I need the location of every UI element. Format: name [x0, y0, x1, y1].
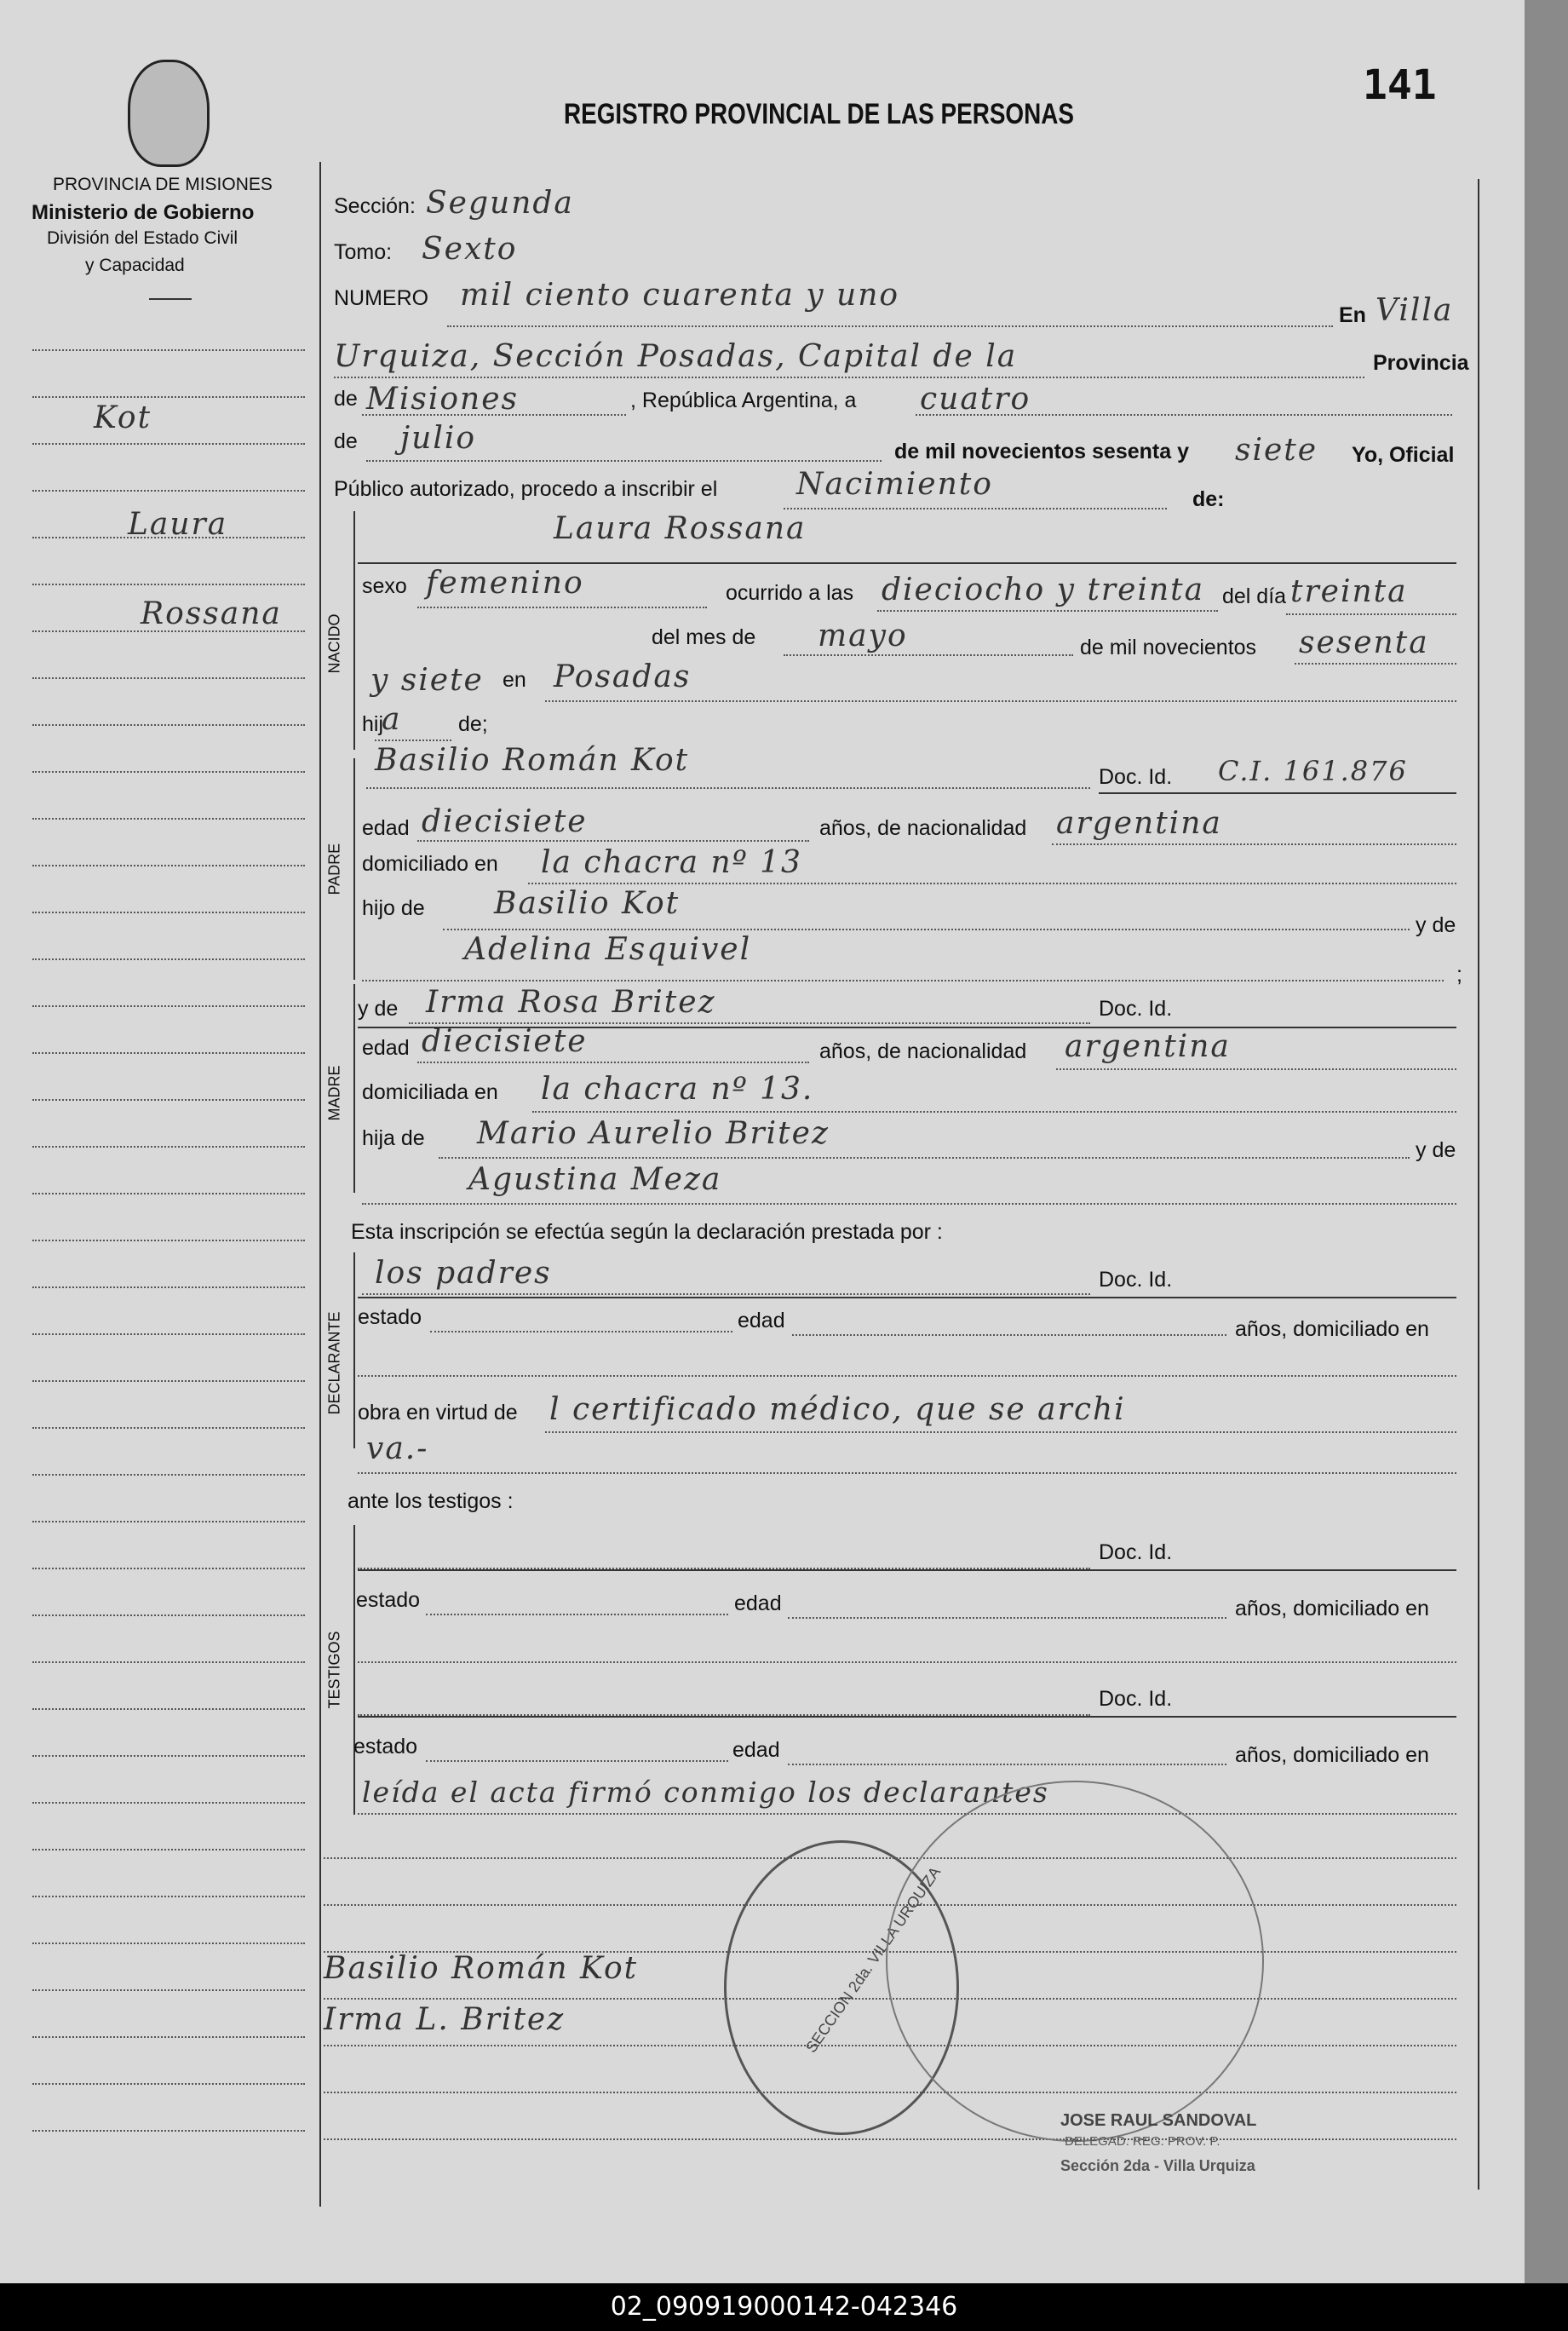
madre-madre-line — [362, 1203, 1456, 1205]
testigo1-estado-line — [426, 1614, 728, 1615]
padre-madre-de: Adelina Esquivel — [464, 932, 752, 967]
mes-value: julio — [400, 421, 477, 456]
declarante-dom-line — [358, 1375, 1456, 1377]
nacido-nombre-line — [358, 562, 1456, 564]
provincia-value: Misiones — [366, 382, 520, 417]
en-label: En — [1339, 303, 1366, 327]
anio-nac-value-2: y siete — [370, 663, 484, 698]
declarante-obra-label: obra en virtud de — [358, 1401, 518, 1424]
document-title: REGISTRO PROVINCIAL DE LAS PERSONAS — [564, 98, 1074, 130]
declarante-anios-label: años, domiciliado en — [1235, 1317, 1429, 1341]
mes-line — [366, 460, 882, 462]
ocurrido-label: ocurrido a las — [726, 581, 854, 605]
oficial-nombre: JOSE RAUL SANDOVAL — [1060, 2111, 1257, 2130]
archive-code: 02_090919000142-042346 — [0, 2283, 1568, 2331]
padre-section-label: PADRE — [325, 843, 343, 895]
tomo-label: Tomo: — [334, 240, 393, 264]
dia-nac-value: treinta — [1290, 574, 1408, 609]
declarante-obra-line — [545, 1431, 1456, 1433]
declarante-edad-label: edad — [738, 1309, 785, 1332]
declarante-estado-line — [430, 1331, 732, 1332]
margin-name-2: Rossana — [141, 596, 282, 631]
declarante-section-label: DECLARANTE — [325, 1311, 343, 1415]
madre-domicilio-line — [532, 1111, 1456, 1113]
testigos-bracket — [353, 1525, 355, 1815]
mes-nac-label: del mes de — [652, 625, 756, 649]
testigos-section-label: TESTIGOS — [325, 1631, 343, 1709]
padre-domicilio-line — [528, 883, 1456, 884]
madre-yde2-label: y de — [1416, 1138, 1456, 1162]
lugar-value: Posadas — [554, 659, 692, 694]
testigos-intro: ante los testigos : — [347, 1489, 514, 1513]
de3-label: de: — [1192, 487, 1225, 511]
tomo-value: Sexto — [422, 232, 518, 267]
provincial-seal-logo — [128, 60, 210, 167]
padre-padre-line — [443, 929, 1410, 930]
anio-nac-label: de mil novecientos — [1080, 636, 1257, 659]
declarante-obra-2: va.- — [366, 1431, 429, 1466]
madre-nombre: Irma Rosa Britez — [426, 985, 716, 1020]
yo-label: Yo, Oficial — [1352, 443, 1455, 467]
sexo-label: sexo — [362, 574, 407, 598]
de2-label: de — [334, 429, 358, 453]
padre-bracket — [353, 758, 355, 980]
madre-yde-label: y de — [358, 997, 399, 1021]
testigo2-divider — [358, 1716, 1456, 1718]
testigo1-anios-label: años, domiciliado en — [1235, 1597, 1429, 1620]
hij-label: hij — [362, 712, 384, 736]
firma-padre: Basilio Román Kot — [324, 1951, 639, 1986]
lectura-line — [358, 1813, 1456, 1815]
firma-madre: Irma L. Britez — [324, 2002, 566, 2037]
padre-doc-label: Doc. Id. — [1099, 765, 1173, 789]
testigo1-dom-line — [358, 1661, 1456, 1663]
hij-value: a — [382, 702, 402, 737]
testigo1-estado-label: estado — [356, 1588, 421, 1612]
padre-nombre: Basilio Román Kot — [375, 743, 690, 778]
padre-hijo-label: hijo de — [362, 896, 425, 920]
oficial-cargo: DELEGAD. REG. PROV. P. — [1065, 2134, 1221, 2149]
dia-line — [916, 414, 1452, 416]
acto-line — [784, 508, 1167, 509]
hij-line — [375, 740, 451, 741]
madre-dom-label: domiciliada en — [362, 1080, 498, 1104]
publico-label: Público autorizado, procedo a inscribir el — [334, 477, 718, 501]
office-line-1: PROVINCIA DE MISIONES — [53, 175, 273, 194]
anio-nac-line — [1295, 663, 1456, 665]
padre-nacionalidad-line — [1052, 843, 1456, 845]
madre-edad-value: diecisiete — [422, 1024, 588, 1059]
oficial-signature-mark — [886, 1781, 1264, 2142]
testigo2-estado-label: estado — [353, 1735, 418, 1758]
anio-nac-value-1: sesenta — [1299, 625, 1429, 660]
margin-surname: Kot — [94, 400, 152, 435]
padre-domicilio: la chacra nº 13 — [541, 845, 802, 880]
provincia-label: Provincia — [1373, 351, 1469, 375]
madre-section-label: MADRE — [325, 1065, 343, 1121]
numero-label: NUMERO — [334, 286, 429, 310]
declarante-bracket — [353, 1252, 355, 1448]
padre-edad-line — [417, 840, 809, 842]
madre-hija-label: hija de — [362, 1126, 425, 1150]
padre-edad-label: edad — [362, 816, 410, 840]
declarante-nombre-line — [362, 1293, 1090, 1295]
sexo-line — [417, 607, 707, 608]
acto-value: Nacimiento — [796, 467, 993, 502]
provincia-line — [362, 414, 626, 416]
declarante-intro: Esta inscripción se efectúa según la declaración prestada por : — [351, 1220, 943, 1244]
nacido-bracket — [353, 511, 355, 750]
nacido-section-label: NACIDO — [325, 613, 343, 674]
hij-de-label: de; — [458, 712, 488, 736]
anio-label: de mil novecientos sesenta y — [894, 440, 1189, 463]
padre-madre-line — [362, 980, 1444, 981]
page-edge — [1525, 0, 1568, 2283]
padre-doc-line — [1099, 792, 1456, 794]
padre-doc-value: C.I. 161.876 — [1218, 755, 1408, 787]
numero-value: mil ciento cuarenta y uno — [460, 278, 900, 313]
padre-semicolon: ; — [1456, 963, 1462, 987]
madre-nacionalidad-line — [1056, 1068, 1456, 1070]
testigo1-divider — [358, 1569, 1456, 1571]
right-frame-line — [1478, 179, 1479, 2190]
en-nac-label: en — [503, 668, 526, 692]
place-value: Urquiza, Sección Posadas, Capital de la — [334, 339, 1018, 374]
hora-value: dieciocho y treinta — [882, 573, 1205, 607]
declarante-divider — [358, 1297, 1456, 1298]
del-dia-label: del día — [1222, 584, 1287, 608]
hora-line — [877, 610, 1218, 612]
madre-domicilio: la chacra nº 13. — [541, 1072, 814, 1107]
padre-padre-de: Basilio Kot — [494, 886, 681, 921]
office-line-4: y Capacidad — [85, 256, 185, 275]
de-label: de — [334, 387, 358, 411]
padre-anios-label: años, de nacionalidad — [819, 816, 1027, 840]
mes-nac-value: mayo — [818, 619, 908, 653]
testigo1-doc-label: Doc. Id. — [1099, 1540, 1173, 1564]
republica-label: , República Argentina, a — [630, 388, 857, 412]
testigo2-anios-label: años, domiciliado en — [1235, 1743, 1429, 1767]
declarante-edad-line — [792, 1334, 1226, 1336]
testigo1-edad-line — [788, 1617, 1226, 1619]
declarante-estado-label: estado — [358, 1305, 422, 1329]
madre-nacionalidad: argentina — [1065, 1029, 1231, 1064]
madre-anios-label: años, de nacionalidad — [819, 1039, 1027, 1063]
office-line-3: División del Estado Civil — [47, 228, 238, 248]
office-line-2: Ministerio de Gobierno — [32, 201, 255, 224]
testigo2-edad-label: edad — [732, 1738, 780, 1762]
madre-madre-de: Agustina Meza — [468, 1162, 722, 1197]
seccion-label: Sección: — [334, 194, 416, 218]
dia-nac-line — [1286, 613, 1456, 615]
declarante-obra: l certificado médico, que se archi — [549, 1392, 1126, 1427]
page-number: 141 — [1363, 61, 1437, 109]
madre-edad-line — [417, 1062, 809, 1063]
madre-edad-label: edad — [362, 1036, 410, 1060]
madre-doc-label: Doc. Id. — [1099, 997, 1173, 1021]
anio-value: siete — [1235, 433, 1318, 468]
testigo2-estado-line — [426, 1760, 728, 1762]
lectura-text: leída el acta firmó conmigo los declarantes — [362, 1776, 1049, 1809]
oficial-seccion: Sección 2da - Villa Urquiza — [1060, 2157, 1255, 2174]
padre-dom-label: domiciliado en — [362, 852, 498, 876]
madre-bracket — [353, 984, 355, 1193]
padre-edad-value: diecisiete — [422, 804, 588, 839]
declarante-nombre: los padres — [375, 1256, 552, 1291]
en-value: Villa — [1376, 293, 1454, 328]
header-divider — [149, 298, 192, 300]
padre-nombre-line — [366, 787, 1090, 789]
lugar-line — [545, 700, 1456, 702]
testigo1-edad-label: edad — [734, 1591, 782, 1615]
madre-padre-line — [439, 1157, 1410, 1159]
left-frame-line — [319, 162, 321, 2207]
mes-nac-line — [784, 654, 1073, 656]
numero-line — [447, 325, 1333, 327]
sexo-value: femenino — [426, 566, 584, 601]
dia-value: cuatro — [920, 382, 1031, 417]
declarante-obra2-line — [358, 1472, 1456, 1474]
seccion-value: Segunda — [426, 186, 574, 221]
padre-nacionalidad: argentina — [1056, 806, 1222, 841]
testigo2-doc-label: Doc. Id. — [1099, 1687, 1173, 1711]
stamp-text: SECCION 2da. VILLA URQUIZA — [802, 1863, 945, 2056]
nacido-nombre: Laura Rossana — [554, 511, 807, 546]
place-line — [334, 377, 1364, 378]
testigo2-edad-line — [788, 1764, 1226, 1765]
madre-padre-de: Mario Aurelio Britez — [477, 1116, 830, 1151]
declarante-doc-label: Doc. Id. — [1099, 1268, 1173, 1292]
padre-yde-label: y de — [1416, 913, 1456, 937]
margin-name-1: Laura — [128, 507, 228, 542]
